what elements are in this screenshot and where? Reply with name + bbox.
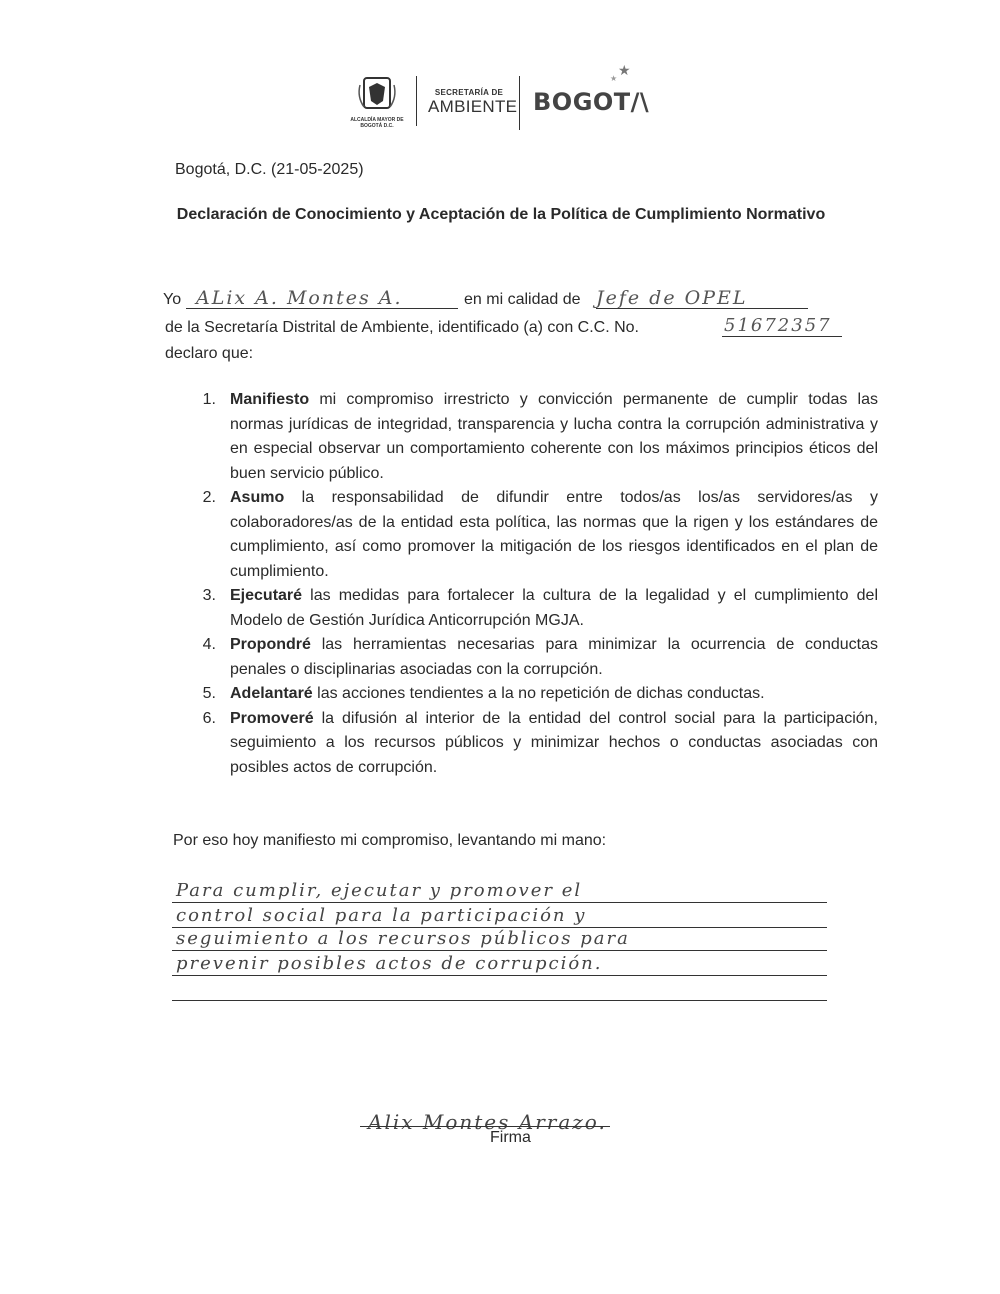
- declaro-label: declaro que:: [165, 345, 254, 362]
- handwritten-position: Jefe de OPEL: [596, 287, 748, 309]
- commitments-list: [190, 388, 878, 780]
- list-item: 4. Propondré las herramientas necesarias para minimizar la ocurrencia de conductas penales o disciplinarias asociadas con la corrupción.: [202, 636, 878, 678]
- commitment-label: Por eso hoy manifiesto mi compromiso, levantando mi mano:: [173, 832, 607, 849]
- list-item: 5. Adelantaré las acciones tendientes a la no repetición de dichas conductas.: [202, 685, 765, 702]
- small-star-icon: ★: [610, 74, 618, 83]
- list-item: 2. Asumo la responsabilidad de difundir entre todos/as los/as servidores/as y colaboradores/as de la entidad esta política, las normas que la rigen y los estándares de cumplimiento, así como promover la mitigación de los riesgos identificados en el plan de cumplimiento.: [202, 489, 878, 580]
- bogota-wordmark: BOGOT/\: [533, 88, 650, 116]
- ambiente-label: AMBIENTE: [428, 97, 518, 116]
- handwritten-signature: Alix Montes Arrazo.: [368, 1110, 607, 1134]
- secretaria-label: SECRETARÍA DE: [434, 88, 504, 97]
- star-icon: ★: [618, 62, 631, 78]
- header-divider: [416, 76, 417, 126]
- yo-label: Yo: [163, 291, 182, 308]
- handwritten-line-1: Para cumplir, ejecutar y promover el: [172, 878, 827, 903]
- handwritten-cc: 51672357: [724, 315, 832, 336]
- handwritten-line-4: prevenir posibles actos de corrupción.: [172, 951, 827, 976]
- handwritten-name: ALix A. Montes A.: [196, 287, 403, 309]
- secretaria-line: de la Secretaría Distrital de Ambiente, identificado (a) con C.C. No.: [165, 319, 639, 336]
- handwritten-line-2: control social para la participación y: [172, 903, 827, 928]
- handwritten-line-5: [172, 976, 827, 1001]
- list-item: 1. Manifiesto mi compromiso irrestricto y convicción permanente de cumplir todas las normas jurídicas de integridad, transparencia y lucha contra la corrupción administrativa y en especial observar un comportamiento coherente con los máximos principios éticos del buen servicio público.: [202, 391, 878, 482]
- signature-line: [360, 1126, 610, 1127]
- list-item: 3. Ejecutaré las medidas para fortalecer la cultura de la legalidad y el cumplimiento del Modelo de Gestión Jurídica Anticorrupción MGJA.: [202, 587, 878, 629]
- list-item: 6. Promoveré la difusión al interior de la entidad del control social para la participación, seguimiento a los recursos públicos y minimizar hechos o conductas asociadas con posibles actos de corrupción.: [202, 709, 878, 776]
- calidad-label: en mi calidad de: [464, 291, 581, 308]
- document-date: Bogotá, D.C. (21-05-2025): [175, 161, 364, 178]
- cc-underline: [722, 336, 842, 337]
- document-title: Declaración de Conocimiento y Aceptación de la Política de Cumplimiento Normativo: [176, 206, 826, 223]
- handwritten-line-3: seguimiento a los recursos públicos para: [172, 926, 827, 951]
- header-divider-2: [519, 76, 520, 130]
- firma-label: Firma: [490, 1129, 531, 1146]
- crest-caption: ALCALDÍA MAYOR DE BOGOTÁ D.C.: [350, 117, 404, 129]
